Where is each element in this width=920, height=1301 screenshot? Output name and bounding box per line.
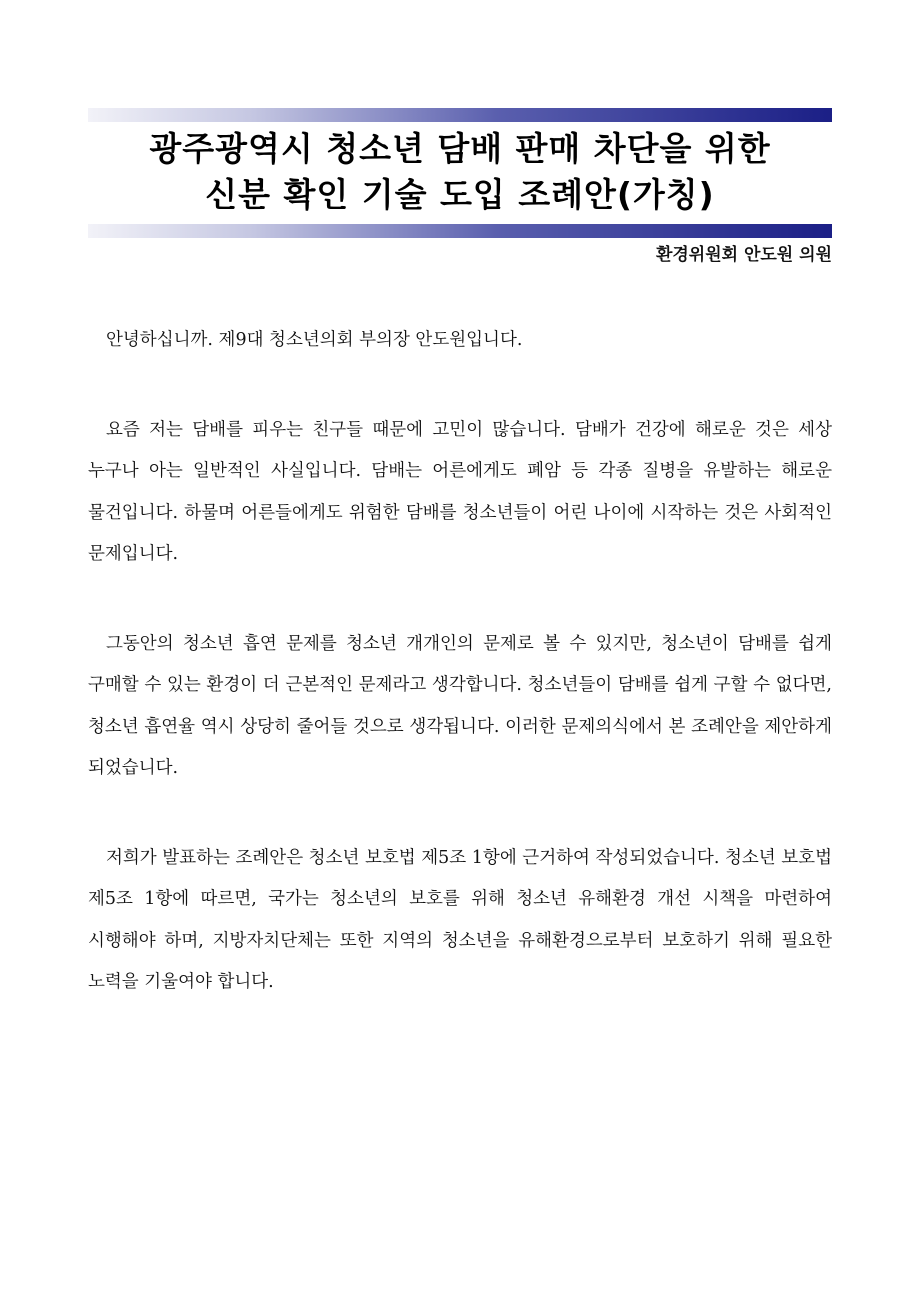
document-body [88, 320, 832, 1052]
paragraph-purchase-environment: 그동안의 청소년 흡연 문제를 청소년 개개인의 문제로 볼 수 있지만, 청소년이 담배를 쉽게 구매할 수 있는 환경이 더 근본적인 문제라고 생각합니다. 청소년들이 담배를 쉽게 구할 수 없다면, 청소년 흡연율 역시 상당히 줄어들 것으로 생각됩니다. 이러한 문제의식에서 본 조례안을 제안하게 되었습니다. [88, 633, 832, 778]
title-block [88, 108, 832, 238]
paragraph-smoking-problem: 요즘 저는 담배를 피우는 친구들 때문에 고민이 많습니다. 담배가 건강에 해로운 것은 세상 누구나 아는 일반적인 사실입니다. 담배는 어른에게도 폐암 등 각종 질병을 유발하는 해로운 물건입니다. 하물며 어른들에게도 위험한 담배를 청소년들이 어린 나이에 시작하는 것은 사회적인 문제입니다. [88, 419, 832, 564]
title-top-bar [88, 108, 832, 122]
document-title-line-1: 광주광역시 청소년 담배 판매 차단을 위한 [149, 129, 771, 168]
author-byline: 환경위원회 안도원 의원 [655, 245, 832, 265]
paragraph-legal-basis: 저희가 발표하는 조례안은 청소년 보호법 제5조 1항에 근거하여 작성되었습니다. 청소년 보호법 제5조 1항에 따르면, 국가는 청소년의 보호를 위해 청소년 유해환경 개선 시책을 마련하여 시행해야 하며, 지방자치단체는 또한 지역의 청소년을 유해환경으로부터 보호하기 위해 필요한 노력을 기울여야 합니다. [88, 847, 832, 992]
title-bottom-bar [88, 224, 832, 238]
document-title-line-2: 신분 확인 기술 도입 조례안(가칭) [205, 175, 715, 214]
paragraph-greeting: 안녕하십니까. 제9대 청소년의회 부의장 안도원입니다. [106, 330, 523, 350]
